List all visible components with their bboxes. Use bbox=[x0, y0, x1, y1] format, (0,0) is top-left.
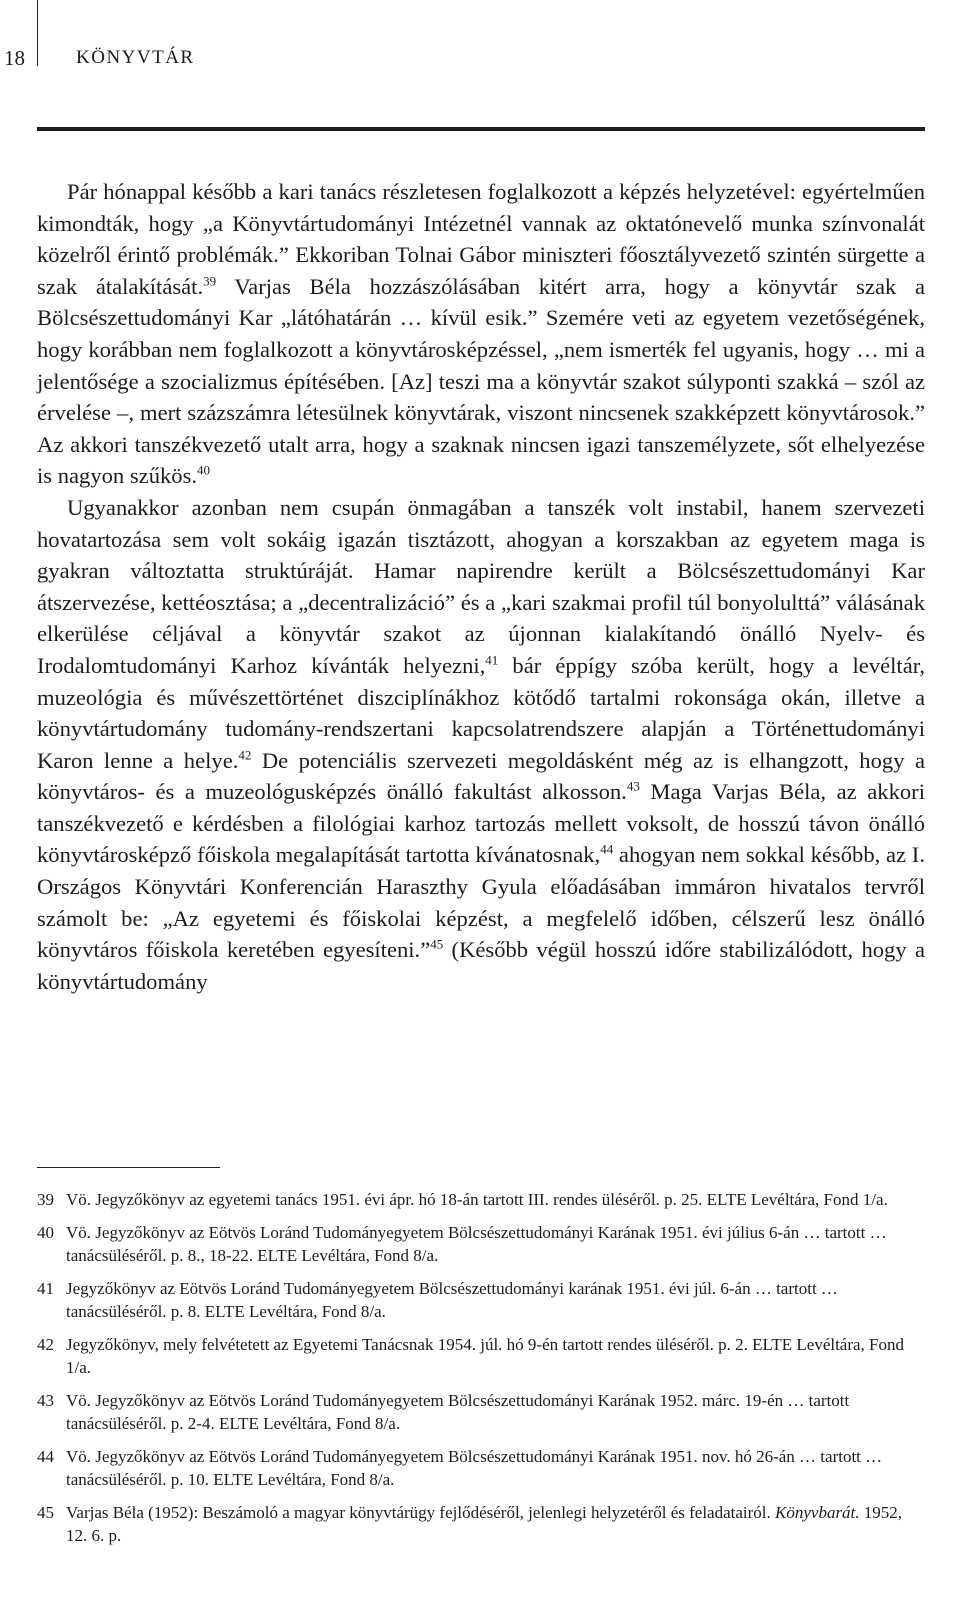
footnote-tail: 1952, 12. 6. p. bbox=[66, 1503, 903, 1545]
footnote-number: 39 bbox=[37, 1190, 54, 1209]
journal-title: Könyvbarát. bbox=[775, 1503, 860, 1522]
text-run: Ugyanakkor azonban nem csupán önmagában a tanszék volt instabil, hanem szervezeti hovatartozása sem volt sokáig igazán tisztázott, ahogyan a korszakban az egyetem maga is gyakran változtatta struktúráját. Hamar napirendre került a Bölcsészettudományi Kar átszervezése, kettéosztása; a „decentralizáció” és a „kari szakmai profil túl bonyolulttá” válásának elkerülése céljával a könyvtár szakot az újonnan kialakítandó önálló Nyelv- és Irodalomtudományi Karhoz kívánták helyezni, bbox=[37, 494, 925, 678]
footnote-text: Jegyzőkönyv, mely felvétetett az Egyetemi Tanácsnak 1954. júl. hó 9-én tartott rendes üléséről. p. 2. ELTE Levéltára, Fond 1/a. bbox=[66, 1335, 905, 1377]
footnote-text bbox=[66, 1501, 925, 1547]
footnote-number: 42 bbox=[37, 1335, 54, 1354]
text-run: ahogyan nem sokkal később, az I. Országos Könyvtári Konferencián Haraszthy Gyula előadásában immáron hivatalos tervről számolt be: „Az egyetemi és főiskolai képzést, a megfelelő időben, célszerű lesz önálló könyvtáros főiskola keretében egyesíteni.” bbox=[37, 842, 925, 963]
footnotes bbox=[37, 1188, 925, 1557]
footnote-ref-40: 40 bbox=[197, 462, 211, 478]
footnote-number: 41 bbox=[37, 1279, 54, 1298]
footnote-text: Vö. Jegyzőkönyv az Eötvös Loránd Tudományegyetem Bölcsészettudományi Karának 1951. nov. hó 26-án … tartott … tanácsüléséről. p. 10. ELTE Levéltára, Fond 8/a. bbox=[66, 1447, 883, 1489]
header-divider bbox=[37, 0, 38, 66]
footnote-text: Jegyzőkönyv az Eötvös Loránd Tudományegyetem Bölcsészettudományi karának 1951. évi júl. 6-án … tartott … tanácsüléséről. p. 8. ELTE Levéltára, Fond 8/a. bbox=[66, 1279, 838, 1321]
footnote bbox=[37, 1389, 925, 1435]
page-number: 18 bbox=[4, 46, 25, 70]
footnote bbox=[37, 1445, 925, 1491]
footnote-ref-43: 43 bbox=[626, 778, 640, 794]
text-run: bár éppígy szóba került, hogy a levéltár, muzeológia és művészettörténet diszciplínákhoz kötődő tartalmi rokonsága okán, illetve a könyvtártudomány tudomány-rendszertani kapcsolatrendszere alapján a Történettudományi Karon lenne a helye. bbox=[37, 652, 925, 773]
footnote-number: 43 bbox=[37, 1391, 54, 1410]
footnote-text: Vö. Jegyzőkönyv az Eötvös Loránd Tudományegyetem Bölcsészettudományi Karának 1951. évi július 6-án … tartott … tanácsüléséről. p. 8., 18-22. ELTE Levéltára, Fond 8/a. bbox=[66, 1223, 887, 1265]
footnote bbox=[37, 1501, 925, 1547]
footnote-citation: Varjas Béla (1952): Beszámoló a magyar könyvtárügy fejlődéséről, jelenlegi helyzetéről és feladatairól. bbox=[66, 1503, 771, 1522]
text-run: Pár hónappal később a kari tanács részletesen foglalkozott a képzés helyzetével: egyértelműen kimondták, hogy „a Könyvtártudományi Intézetnél vannak az oktatónevelő munka színvonalát közelről érintő problémák.” Ekkoriban Tolnai Gábor miniszteri főosztályvezető szintén sürgette a szak átalakítását. bbox=[37, 179, 925, 299]
text-run: (Később végül hosszú időre stabilizálódott, hogy a könyvtártudomány bbox=[37, 937, 925, 994]
footnote-number: 45 bbox=[37, 1503, 54, 1522]
text-run: Maga Varjas Béla, az akkori tanszékvezető e kérdésben a filológiai karhoz tartozás mellett voksolt, de hosszú távon önálló könyvtárosképző főiskola megalapítását tartotta kívánatosnak, bbox=[37, 779, 925, 868]
footnote-text: Vö. Jegyzőkönyv az Eötvös Loránd Tudományegyetem Bölcsészettudományi Karának 1952. márc. 19-én … tartott tanácsüléséről. p. 2-4. ELTE Levéltára, Fond 8/a. bbox=[66, 1391, 850, 1433]
footnote-ref-41: 41 bbox=[485, 652, 499, 668]
text-run: De potenciális szervezeti megoldásként még az is elhangzott, hogy a könyvtáros- és a muzeológusképzés önálló fakultást alkosson. bbox=[37, 747, 925, 805]
body-text bbox=[37, 176, 925, 997]
footnote bbox=[37, 1277, 925, 1323]
footnote bbox=[37, 1221, 925, 1267]
footnote-number: 44 bbox=[37, 1447, 54, 1466]
footnote-ref-42: 42 bbox=[238, 747, 252, 763]
footnote-text: Vö. Jegyzőkönyv az egyetemi tanács 1951. évi ápr. hó 18-án tartott III. rendes üléséről. p. 25. ELTE Levéltára, Fond 1/a. bbox=[66, 1190, 888, 1209]
footnote-separator bbox=[37, 1167, 220, 1168]
footnote-number: 40 bbox=[37, 1223, 54, 1242]
footnote bbox=[37, 1188, 925, 1211]
running-title: KÖNYVTÁR bbox=[76, 47, 195, 68]
footnote-ref-39: 39 bbox=[203, 273, 217, 289]
footnote-ref-45: 45 bbox=[430, 936, 444, 952]
text-run: Varjas Béla hozzászólásában kitért arra, hogy a könyvtár szak a Bölcsészettudományi Kar „látóhatárán … kívül esik.” Szemére veti az egyetem vezetőségének, hogy korábban nem foglalkozott a könyvtárosképzéssel, „nem ismerték fel ugyanis, hogy … mi a jelentősége a szocializmus építésében. [Az] teszi ma a könyvtár szakot súlyponti szakká – szól az érvelése –, mert százszámra létesülnek könyvtárak, viszont nincsenek szakképzett könyvtárosok.” Az akkori tanszékvezető utalt arra, hogy a szaknak nincsen igazi tanszemélyzete, sőt elhelyezése is nagyon szűkös. bbox=[37, 273, 925, 489]
paragraph-2 bbox=[37, 492, 925, 998]
header-rule bbox=[37, 127, 925, 131]
footnote-ref-44: 44 bbox=[600, 841, 614, 857]
paragraph-1 bbox=[37, 176, 925, 492]
footnote bbox=[37, 1333, 925, 1379]
page-header bbox=[0, 0, 960, 80]
